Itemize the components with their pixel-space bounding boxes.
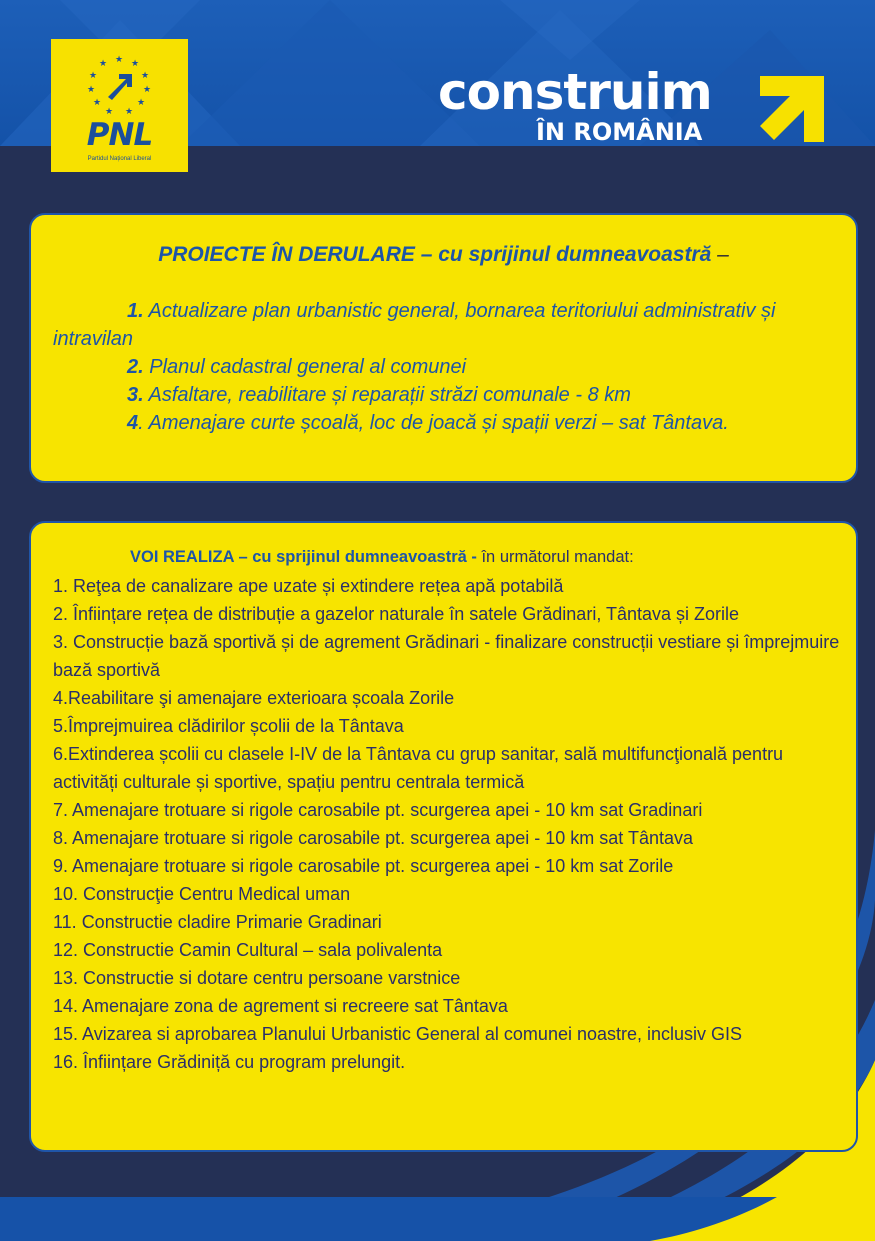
list-item: [53, 409, 843, 437]
list-item: 14. Amenajare zona de agrement si recreere sat Tântava: [53, 996, 508, 1016]
slogan-line2: ÎN ROMÂNIA: [536, 118, 703, 146]
svg-text:★: ★: [142, 84, 152, 94]
slogan: [438, 64, 838, 148]
section1-title: [31, 241, 856, 269]
list-item: 1. Reţea de canalizare ape uzate și extindere rețea apă potabilă: [53, 576, 564, 596]
list-item: 4.Reabilitare şi amenajare exterioara școala Zorile: [53, 688, 455, 708]
stars-arrow-emblem-icon: [86, 53, 152, 119]
pnl-logo: [51, 39, 188, 172]
section2-title-rest: în următorul mandat:: [481, 548, 634, 566]
list-item: 16. Înființare Grădiniță cu program prelungit.: [53, 1052, 406, 1072]
logo-text: PNL: [86, 117, 153, 153]
section1-title-end: –: [711, 243, 729, 266]
svg-text:★: ★: [86, 84, 96, 94]
item-text: . Amenajare curte școală, loc de joacă și spații verzi – sat Tântava.: [138, 412, 729, 434]
list-item: [53, 353, 843, 381]
item-number: 3.: [127, 384, 144, 406]
list-item: 11. Constructie cladire Primarie Gradinari: [53, 912, 382, 932]
section2-title-bold: VOI REALIZA – cu sprijinul dumneavoastră -: [130, 548, 482, 566]
list-item: 8. Amenajare trotuare si rigole carosabile pt. scurgerea apei - 10 km sat Tântava: [53, 828, 694, 848]
section2-list: [53, 572, 843, 1076]
list-item: 10. Construcţie Centru Medical uman: [53, 884, 351, 904]
list-item: 13. Constructie si dotare centru persoane varstnice: [53, 968, 461, 988]
item-text: Asfaltare, reabilitare și reparații străzi comunale - 8 km: [143, 384, 631, 406]
future-projects-box: [29, 521, 858, 1152]
list-item: 7. Amenajare trotuare si rigole carosabile pt. scurgerea apei - 10 km sat Gradinari: [53, 800, 703, 820]
list-item: 2. Înființare rețea de distribuție a gazelor naturale în satele Grădinari, Tântava și Zorile: [53, 604, 740, 624]
list-item: [53, 297, 843, 353]
svg-text:★: ★: [140, 70, 150, 80]
logo-subtext: Partidul Național Liberal: [87, 156, 152, 162]
section2-title: [130, 545, 634, 569]
svg-text:★: ★: [136, 97, 146, 107]
slogan-line1: construim: [438, 63, 712, 121]
list-item: 12. Constructie Camin Cultural – sala polivalenta: [53, 940, 443, 960]
item-text: Planul cadastral general al comunei: [143, 356, 467, 378]
list-item: [53, 381, 843, 409]
list-item: 6.Extinderea școlii cu clasele I-IV de la Tântava cu grup sanitar, sală multifuncţională pentru activități culturale și sportive, spațiu pentru centrala termică: [53, 744, 784, 792]
svg-text:★: ★: [92, 97, 102, 107]
list-item: 3. Construcție bază sportivă și de agrement Grădinari - finalizare construcții vestiare și împrejmuire bază sportivă: [53, 632, 840, 680]
svg-text:★: ★: [114, 54, 124, 64]
svg-text:★: ★: [130, 58, 140, 68]
section1-title-bold: PROIECTE ÎN DERULARE – cu sprijinul dumneavoastră: [158, 243, 712, 266]
svg-text:★: ★: [124, 106, 134, 116]
list-item: 5.Împrejmuirea clădirilor școlii de la Tântava: [53, 716, 404, 736]
svg-text:★: ★: [98, 58, 108, 68]
list-item: 9. Amenajare trotuare si rigole carosabile pt. scurgerea apei - 10 km sat Zorile: [53, 856, 674, 876]
svg-text:★: ★: [88, 70, 98, 80]
item-number: 2.: [127, 356, 144, 378]
list-item: 15. Avizarea si aprobarea Planului Urbanistic General al comunei noastre, inclusiv GIS: [53, 1024, 743, 1044]
item-number: 4: [127, 412, 139, 434]
projects-in-progress-box: [29, 213, 858, 483]
svg-text:★: ★: [104, 106, 114, 116]
item-number: 1.: [127, 300, 144, 322]
arrow-up-right-icon: [760, 76, 824, 142]
section1-list: [53, 297, 843, 437]
item-text: Actualizare plan urbanistic general, bornarea teritoriului administrativ și intravilan: [53, 300, 776, 350]
